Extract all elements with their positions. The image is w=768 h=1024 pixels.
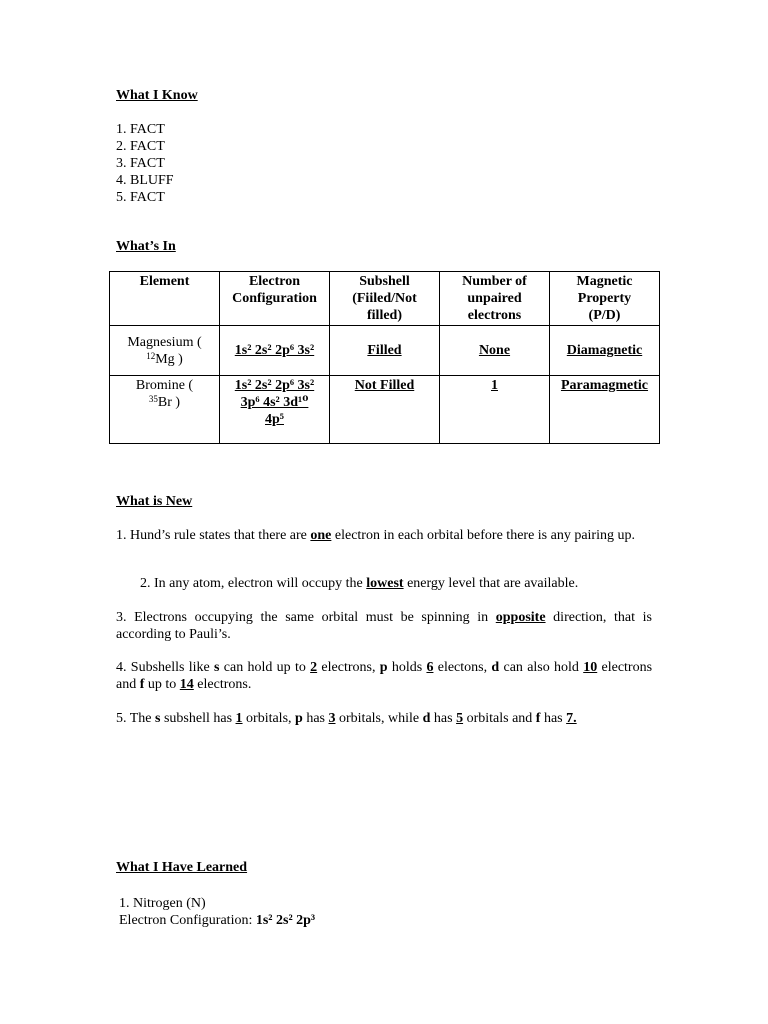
learned-config-line — [119, 912, 315, 929]
subshell-letter: s — [214, 660, 220, 675]
text-run: 1. Hund’s rule states that there are — [116, 528, 311, 543]
know-list — [116, 121, 174, 206]
electron-table — [109, 271, 660, 444]
text-run: electons, — [433, 660, 492, 675]
cell-configuration — [220, 376, 330, 444]
text-run: orbitals and — [463, 711, 536, 726]
text-run: 2. In any atom, electron will occupy the — [140, 576, 367, 591]
text-run: has — [302, 711, 329, 726]
header-subshell — [330, 272, 440, 326]
config-line: 1s² 2s² 2p⁶ 3s² — [234, 378, 315, 393]
text-run: orbitals, while — [335, 711, 423, 726]
know-item: 1. FACT — [116, 122, 165, 137]
element-name: Bromine ( — [135, 378, 194, 393]
answer-blank: opposite — [495, 610, 546, 625]
text-run: 4. Subshells like — [116, 660, 215, 675]
know-item: 4. BLUFF — [116, 173, 174, 188]
text-run: electrons. — [193, 677, 252, 692]
subshell-letter: d — [491, 660, 500, 675]
atomic-number: 35 — [148, 394, 158, 404]
new-paragraph-1 — [116, 527, 652, 544]
element-symbol: Mg ) — [155, 351, 183, 367]
cell-unpaired: None — [440, 326, 550, 376]
new-paragraph-2 — [140, 575, 578, 592]
header-element — [110, 272, 220, 326]
header-line: Magnetic — [576, 274, 633, 289]
header-line: filled) — [367, 308, 402, 323]
header-line: (Fiiled/Not — [352, 291, 417, 306]
text-run: 5. The — [116, 711, 156, 726]
heading-what-is-new: What is New — [116, 494, 193, 509]
subshell-letter: p — [379, 660, 388, 675]
element-symbol-line — [113, 394, 216, 411]
answer-blank: 6 — [426, 660, 434, 675]
answer-blank: 10 — [583, 660, 598, 675]
config-label: Electron Configuration: — [119, 913, 256, 928]
subshell-letter: p — [295, 711, 303, 726]
config-line: 3p⁶ 4s² 3d¹⁰ — [240, 395, 309, 410]
cell-configuration — [220, 326, 330, 376]
header-line: Number of — [462, 274, 527, 289]
know-item: 3. FACT — [116, 156, 165, 171]
text-run: subshell has — [160, 711, 236, 726]
header-line: unpaired — [467, 291, 522, 306]
header-line: electrons — [467, 308, 522, 323]
know-item: 2. FACT — [116, 139, 165, 154]
cell-subshell: Not Filled — [330, 376, 440, 444]
text-run: energy level that are available. — [403, 576, 579, 591]
header-electron-configuration — [220, 272, 330, 326]
cell-subshell: Filled — [330, 326, 440, 376]
cell-magnetic: Diamagnetic — [550, 326, 660, 376]
heading-what-i-know: What I Know — [116, 88, 198, 103]
header-line: Property — [577, 291, 632, 306]
answer-blank: 14 — [179, 677, 194, 692]
answer-blank: 2 — [310, 660, 318, 675]
answer-blank: 7. — [566, 711, 577, 726]
know-item: 5. FACT — [116, 190, 165, 205]
answer-blank: 5 — [456, 711, 464, 726]
config-line: 4p⁵ — [265, 412, 284, 427]
header-line: Electron — [248, 274, 301, 289]
header-line: (P/D) — [588, 308, 621, 323]
header-magnetic — [550, 272, 660, 326]
cell-magnetic: Paramagmetic — [550, 376, 660, 444]
config-line: 1s² 2s² 2p⁶ 3s² — [234, 343, 315, 358]
learned-item-nitrogen: 1. Nitrogen (N) — [119, 896, 206, 911]
text-run: electrons and — [116, 660, 653, 692]
element-name: Magnesium ( — [127, 334, 202, 350]
subshell-letter: d — [422, 711, 431, 726]
text-run: up to — [144, 677, 180, 692]
new-paragraph-3 — [116, 609, 652, 643]
answer-blank: one — [310, 528, 332, 543]
text-run: has — [540, 711, 567, 726]
subshell-letter: s — [155, 711, 161, 726]
cell-element — [110, 376, 220, 444]
config-value: 1s² 2s² 2p³ — [255, 913, 316, 928]
header-line: Element — [139, 274, 190, 289]
text-run: holds — [387, 660, 427, 675]
header-line: Subshell — [359, 274, 410, 289]
subshell-letter: f — [139, 677, 145, 692]
answer-blank: 1 — [235, 711, 243, 726]
text-run: can also hold — [499, 660, 584, 675]
header-line: Configuration — [232, 291, 317, 306]
table-row-magnesium — [110, 326, 660, 376]
cell-element — [110, 326, 220, 376]
atomic-number: 12 — [146, 350, 156, 361]
new-paragraph-5 — [116, 710, 577, 727]
header-unpaired — [440, 272, 550, 326]
table-row-bromine — [110, 376, 660, 444]
new-paragraph-4 — [116, 659, 652, 693]
text-run: has — [430, 711, 457, 726]
subshell-letter: f — [535, 711, 541, 726]
table-header-row — [110, 272, 660, 326]
element-symbol-line — [113, 351, 216, 368]
text-run: orbitals, — [242, 711, 296, 726]
element-symbol: Br ) — [157, 395, 181, 410]
cell-unpaired: 1 — [440, 376, 550, 444]
answer-blank: lowest — [366, 576, 404, 591]
text-run: 3. Electrons occupying the same orbital must be spinning in — [116, 610, 496, 625]
text-run: electron in each orbital before there is any pairing up. — [331, 528, 635, 543]
heading-whats-in: What’s In — [116, 239, 176, 254]
answer-blank: 3 — [328, 711, 336, 726]
text-run: electrons, — [317, 660, 380, 675]
text-run: can hold up to — [219, 660, 311, 675]
heading-what-i-have-learned: What I Have Learned — [116, 860, 248, 875]
text-run: direction, that is according to Pauli’s. — [116, 610, 652, 642]
